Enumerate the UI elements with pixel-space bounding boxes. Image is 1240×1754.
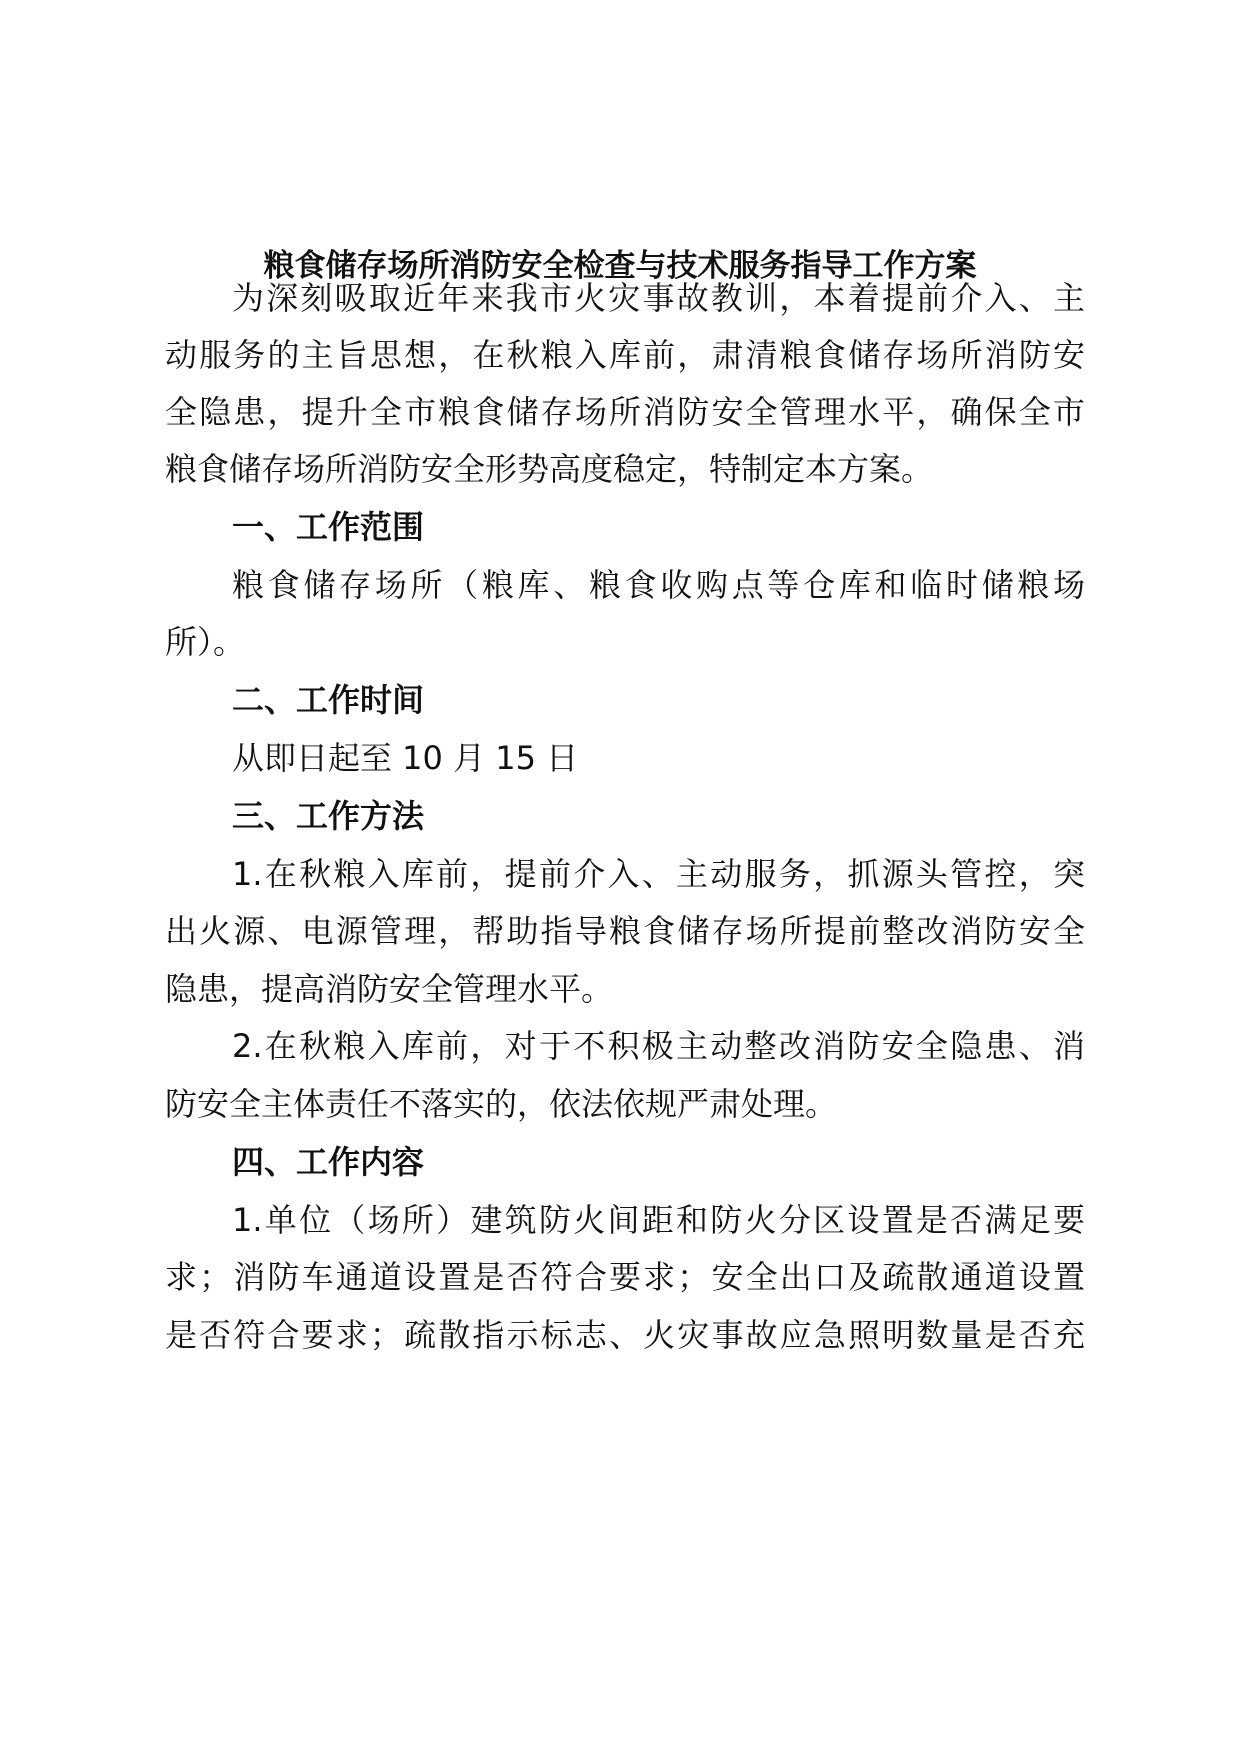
intro-line-4: 粮食储存场所消防安全形势高度稳定，特制定本方案。 (165, 450, 934, 488)
content-line-1: 1.单位（场所）建筑防火间距和防火分区设置是否满足要 (232, 1201, 1085, 1239)
method-line-5: 防安全主体责任不落实的，依法依规严肃处理。 (165, 1085, 838, 1123)
section-heading-content: 四、工作内容 (232, 1143, 425, 1181)
section-heading-method: 三、工作方法 (232, 797, 425, 835)
document-title: 粮食储存场所消防安全检查与技术服务指导工作方案 (263, 248, 977, 284)
content-line-2: 求；消防车通道设置是否符合要求；安全出口及疏散通道设置 (165, 1258, 1085, 1296)
time-line-1: 从即日起至 10 月 15 日 (232, 739, 579, 777)
section-heading-time: 二、工作时间 (232, 681, 425, 719)
intro-line-2: 动服务的主旨思想，在秋粮入库前，肃清粮食储存场所消防安 (165, 336, 1085, 374)
intro-line-1: 为深刻吸取近年来我市火灾事故教训，本着提前介入、主 (232, 279, 1085, 317)
content-line-3: 是否符合要求；疏散指示标志、火灾事故应急照明数量是否充 (165, 1316, 1085, 1354)
method-line-1: 1.在秋粮入库前，提前介入、主动服务，抓源头管控，突 (232, 855, 1085, 893)
method-line-4: 2.在秋粮入库前，对于不积极主动整改消防安全隐患、消 (232, 1027, 1085, 1065)
scope-line-1: 粮食储存场所（粮库、粮食收购点等仓库和临时储粮场 (232, 566, 1085, 604)
intro-line-3: 全隐患，提升全市粮食储存场所消防安全管理水平，确保全市 (165, 393, 1085, 431)
method-line-3: 隐患，提高消防安全管理水平。 (165, 970, 614, 1008)
method-line-2: 出火源、电源管理，帮助指导粮食储存场所提前整改消防安全 (165, 912, 1085, 950)
scope-line-2: 所）。 (165, 623, 246, 661)
section-heading-scope: 一、工作范围 (232, 508, 425, 546)
